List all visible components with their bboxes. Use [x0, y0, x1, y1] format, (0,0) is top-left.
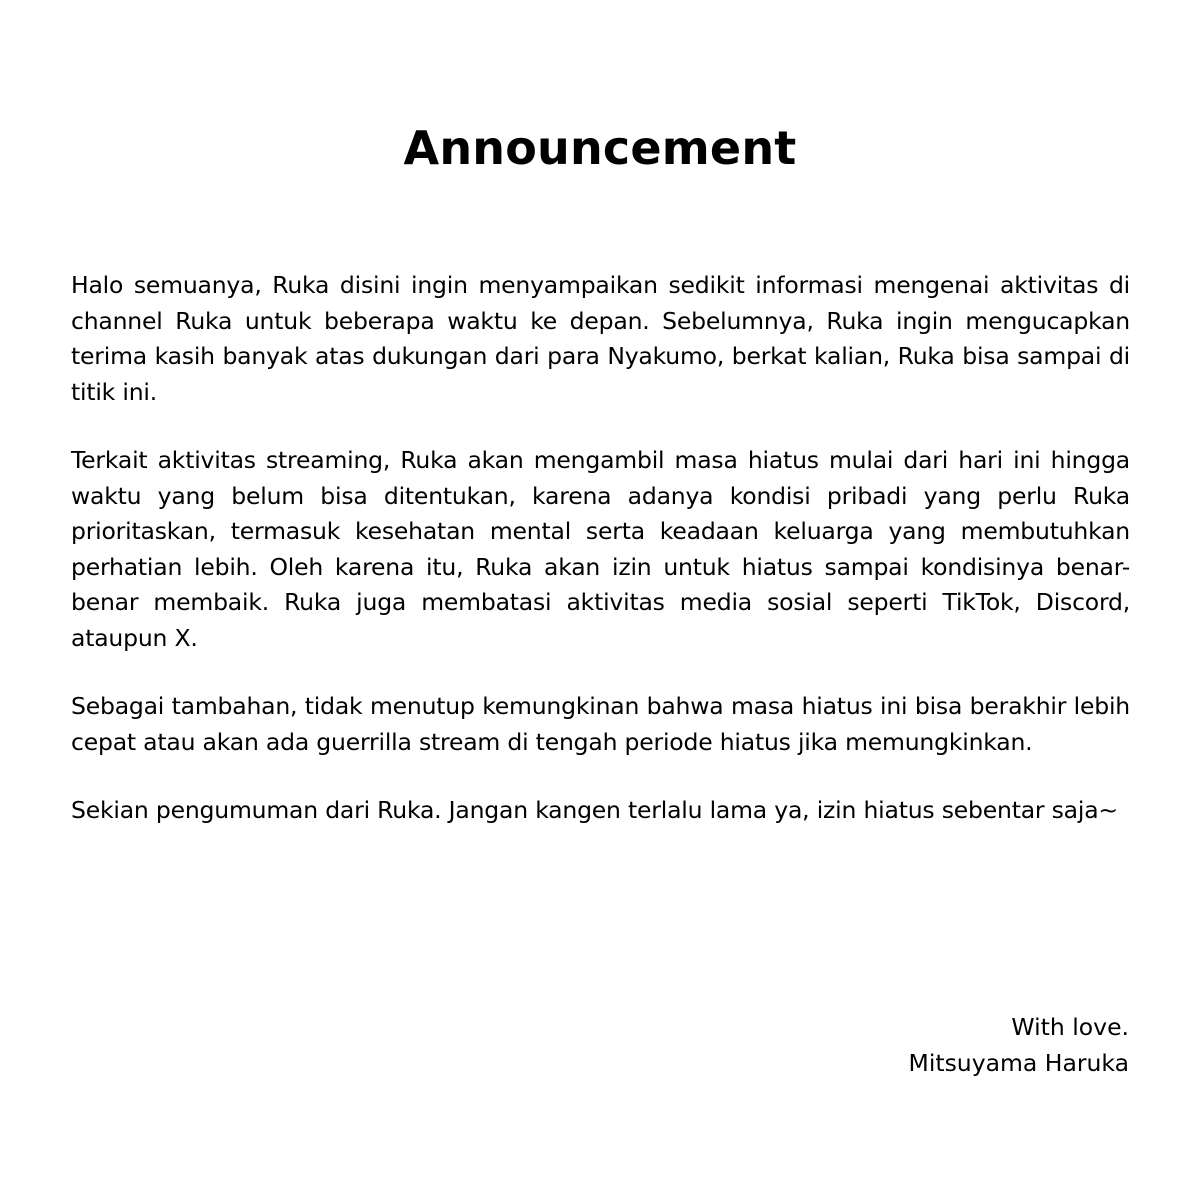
page-title: Announcement: [403, 121, 797, 175]
signature-closing: With love.: [1011, 1013, 1129, 1041]
paragraph-additional-info: Sebagai tambahan, tidak menutup kemungkinan bahwa masa hiatus ini bisa berakhir lebih cepat atau akan ada guerrilla stream di tengah periode hiatus jika memungkinkan.: [71, 692, 1130, 756]
announcement-body: [71, 268, 1130, 829]
paragraph-closing: Sekian pengumuman dari Ruka. Jangan kangen terlalu lama ya, izin hiatus sebentar saja~: [71, 796, 1118, 824]
paragraph-hiatus-details: Terkait aktivitas streaming, Ruka akan mengambil masa hiatus mulai dari hari ini hingga waktu yang belum bisa ditentukan, karena adanya kondisi pribadi yang perlu Ruka prioritaskan, termasuk kesehatan mental serta keadaan keluarga yang membutuhkan perhatian lebih. Oleh karena itu, Ruka akan izin untuk hiatus sampai kondisinya benar-benar membaik. Ruka juga membatasi aktivitas media sosial seperti TikTok, Discord, ataupun X.: [71, 446, 1130, 652]
paragraph-intro: Halo semuanya, Ruka disini ingin menyampaikan sedikit informasi mengenai aktivitas di channel Ruka untuk beberapa waktu ke depan. Sebelumnya, Ruka ingin mengucapkan terima kasih banyak atas dukungan dari para Nyakumo, berkat kalian, Ruka bisa sampai di titik ini.: [71, 271, 1130, 406]
signature-block: [909, 1010, 1129, 1081]
signature-name: Mitsuyama Haruka: [908, 1048, 1129, 1077]
